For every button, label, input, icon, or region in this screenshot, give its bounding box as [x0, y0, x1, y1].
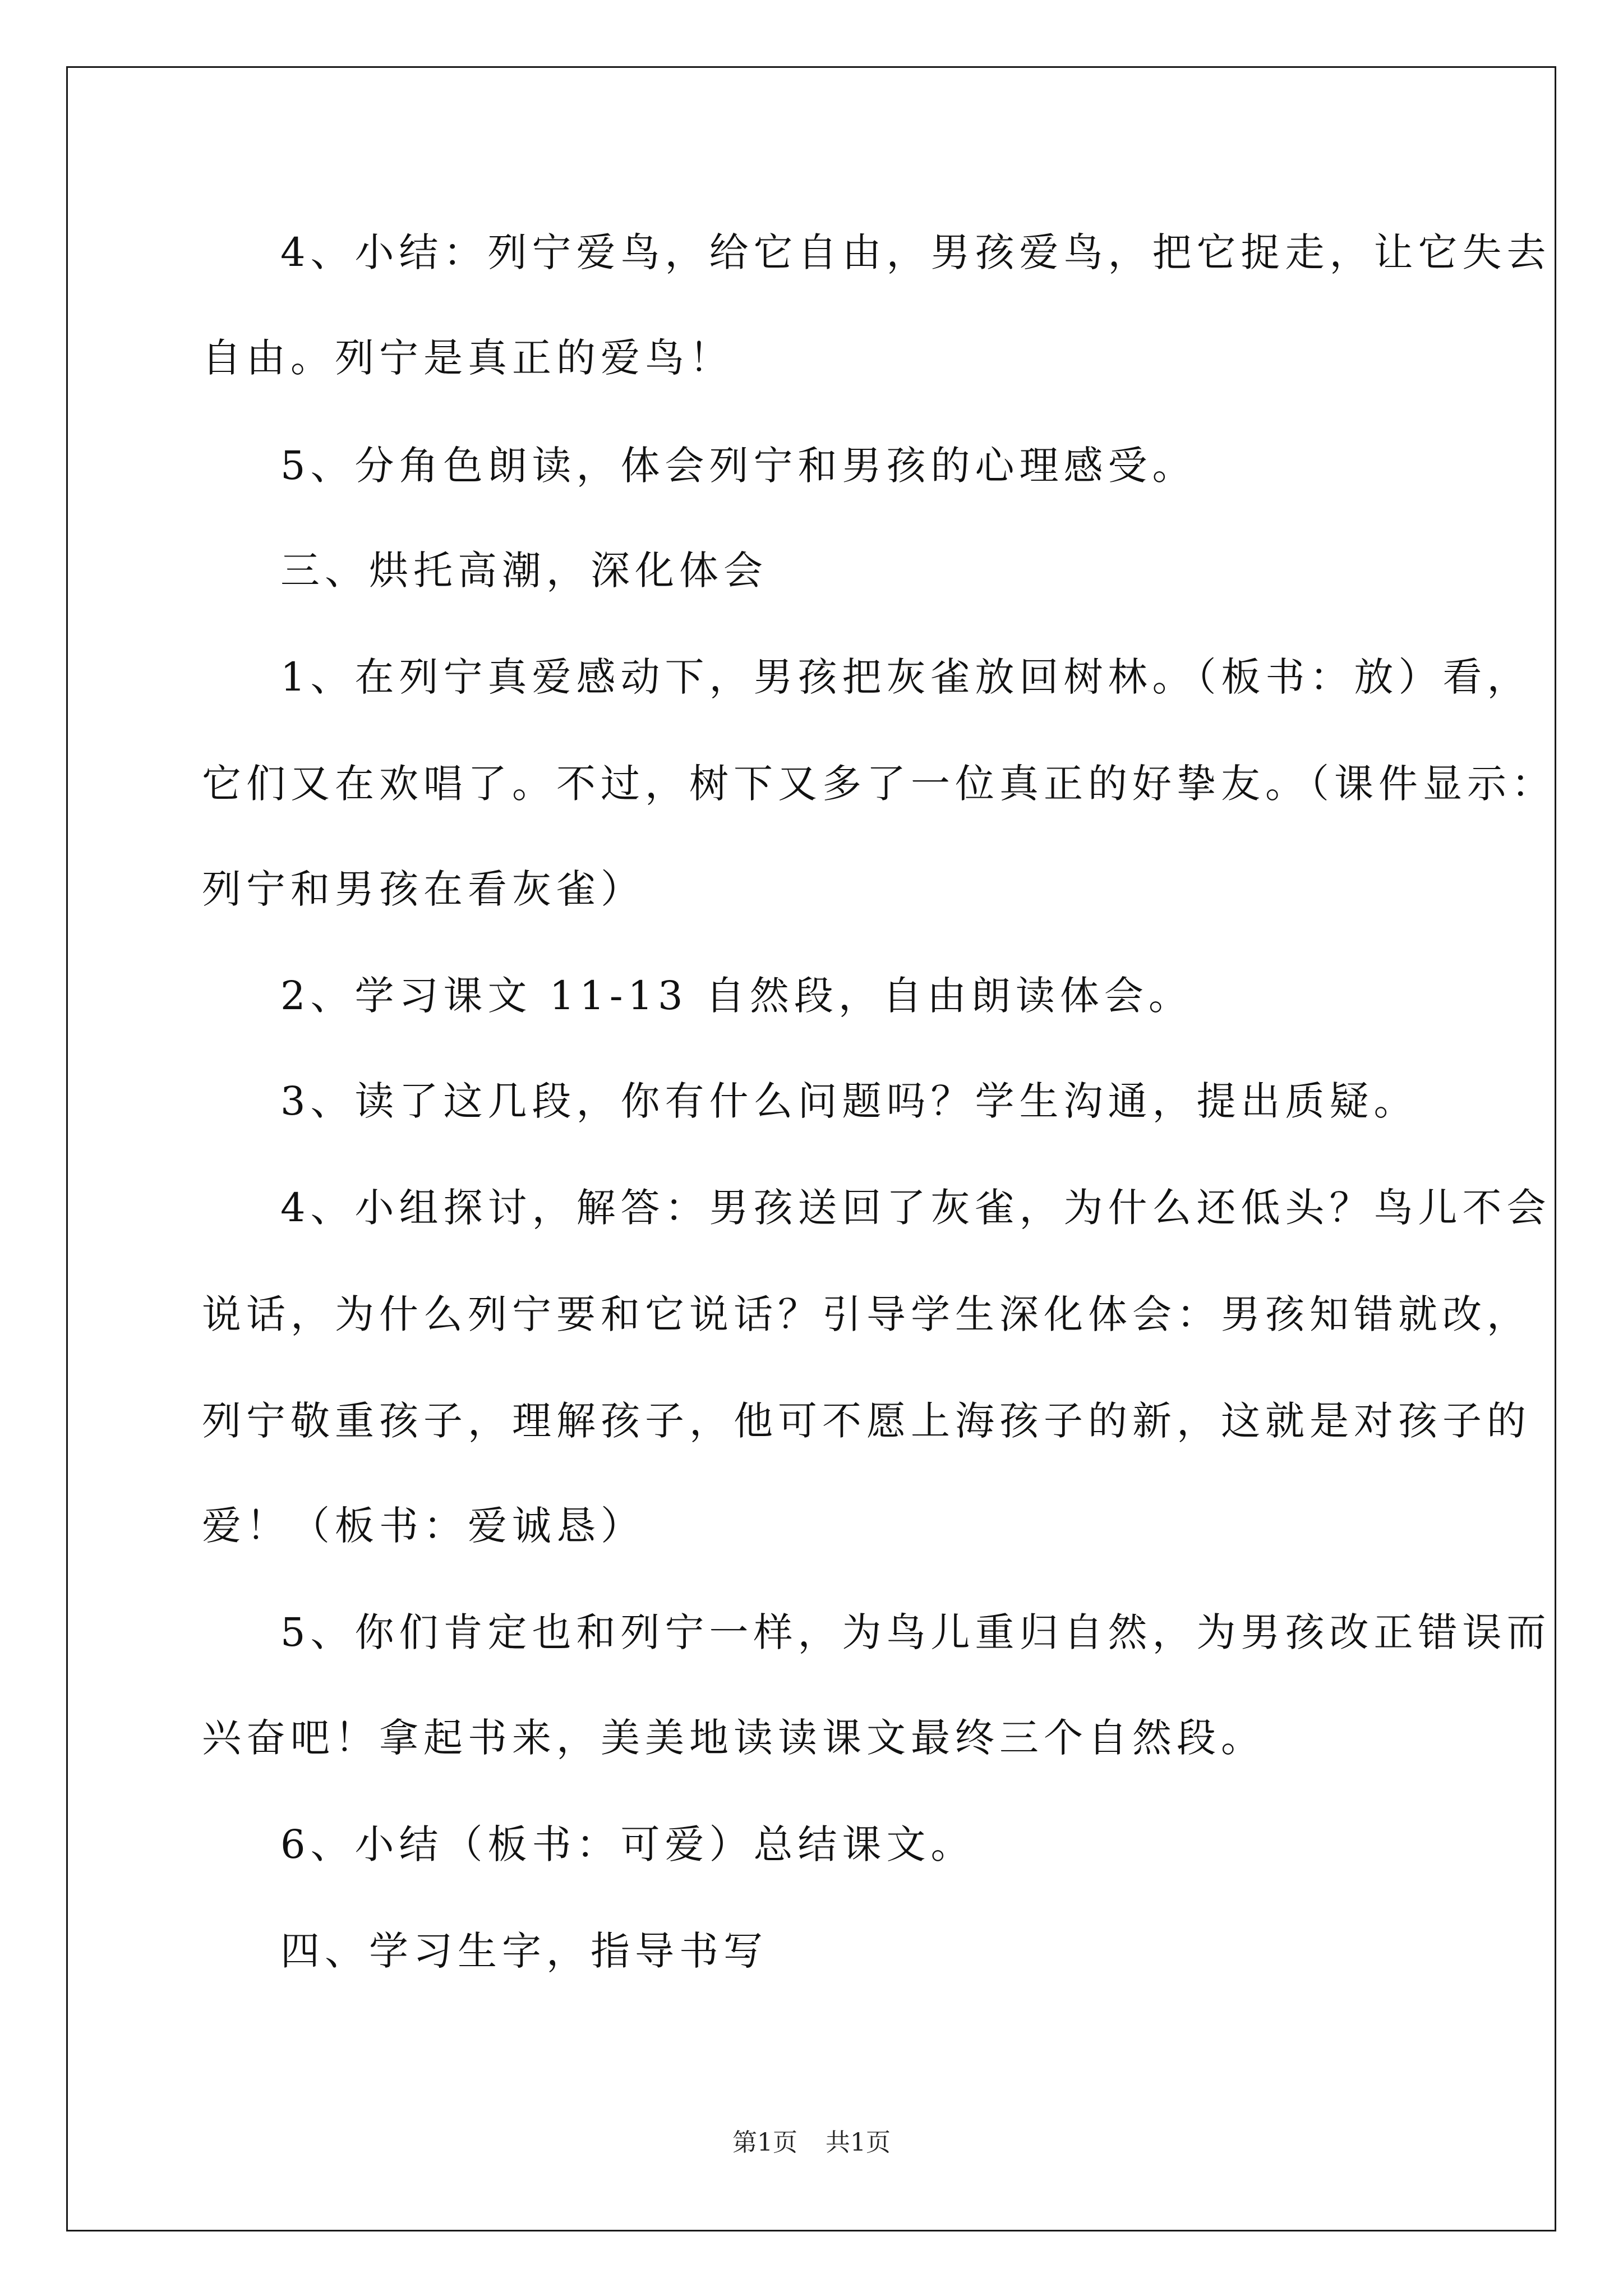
text-line: 说话，为什么列宁要和它说话？引导学生深化体会：男孩知错就改，: [202, 1291, 1531, 1337]
text-line: 6、小结（板书：可爱）总结课文。: [280, 1821, 975, 1867]
text-line: 它们又在欢唱了。不过，树下又多了一位真正的好挚友。（课件显示：: [202, 761, 1556, 807]
text-line: 3、读了这几段，你有什么问题吗？学生沟通，提出质疑。: [280, 1078, 1418, 1124]
page-number: 第1页: [732, 2128, 797, 2157]
text-line: 2、学习课文 11-13 自然段，自由朗读体会。: [280, 973, 1193, 1019]
text-line: 兴奋吧！拿起书来，美美地读读课文最终三个自然段。: [202, 1715, 1265, 1761]
page-footer: [0, 2126, 1623, 2160]
text-line: 爱！（板书：爱诚恳）: [202, 1503, 645, 1549]
page-border: [66, 66, 1556, 2231]
text-line: 5、你们肯定也和列宁一样，为鸟儿重归自然，为男孩改正错误而: [280, 1609, 1551, 1655]
text-line: 列宁和男孩在看灰雀）: [202, 866, 645, 912]
text-line: 5、分角色朗读，体会列宁和男孩的心理感受。: [280, 443, 1197, 489]
section-heading: 三、烘托高潮，深化体会: [280, 547, 768, 593]
page-total: 共1页: [826, 2128, 891, 2157]
section-heading: 四、学习生字，指导书写: [280, 1928, 768, 1974]
text-line: 自由。列宁是真正的爱鸟！: [202, 335, 734, 381]
text-line: 4、小组探讨，解答：男孩送回了灰雀，为什么还低头？鸟儿不会: [280, 1185, 1551, 1231]
text-line: 1、在列宁真爱感动下，男孩把灰雀放回树林。（板书：放）看，: [280, 654, 1532, 700]
text-line: 4、小结：列宁爱鸟，给它自由，男孩爱鸟，把它捉走，让它失去: [280, 229, 1551, 275]
text-line: 列宁敬重孩子，理解孩子，他可不愿上海孩子的新，这就是对孩子的: [202, 1398, 1531, 1444]
